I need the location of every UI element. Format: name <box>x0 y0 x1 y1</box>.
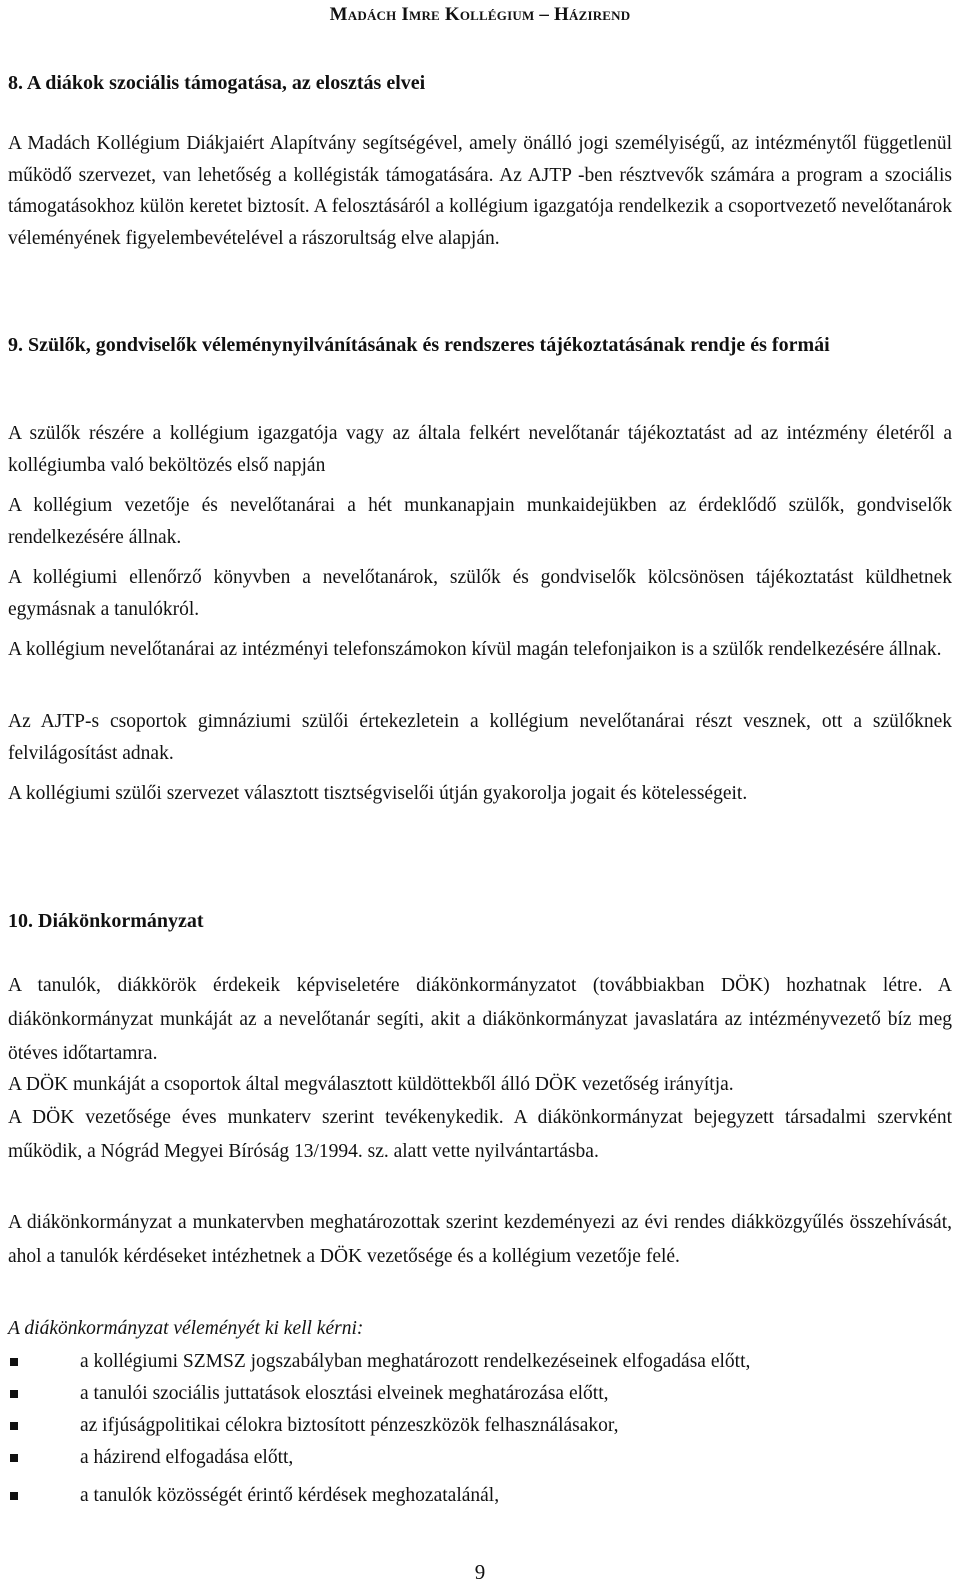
section-10-heading: 10. Diákönkormányzat <box>8 910 204 932</box>
list-item-text: a tanulók közösségét érintő kérdések meghozatalánál, <box>80 1485 500 1506</box>
bullet-square-icon <box>10 1390 18 1398</box>
page-number: 9 <box>474 1560 486 1584</box>
bullet-square-icon <box>10 1454 18 1462</box>
section-10-paragraph-3: A DÖK vezetősége éves munkaterv szerint tevékenykedik. A diákönkormányzat bejegyzett társadalmi szervként működik, a Nógrád Megyei Bíróság 13/1994. sz. alatt vette nyilvántartásba. <box>8 1107 952 1162</box>
list-item <box>8 1379 952 1409</box>
list-item <box>8 1347 952 1377</box>
page-header: Madách Imre Kollégium – Házirend <box>329 4 631 25</box>
bullet-square-icon <box>10 1358 18 1366</box>
list-item-text: a kollégiumi SZMSZ jogszabályban meghatározott rendelkezéseinek elfogadása előtt, <box>80 1351 751 1372</box>
list-item <box>8 1443 952 1473</box>
section-9-paragraph-5: Az AJTP-s csoportok gimnáziumi szülői értekezletein a kollégium nevelőtanárai részt vesznek, ott a szülőknek felvilágosítást adnak. <box>8 711 952 764</box>
list-item-text: a tanulói szociális juttatások elosztási elveinek meghatározása előtt, <box>80 1383 609 1404</box>
section-10-paragraph-1: A tanulók, diákkörök érdekeik képviseletére diákönkormányzatot (továbbiakban DÖK) hozhatnak létre. A diákönkormányzat munkáját az a nevelőtanár segíti, akit a diákönkormányzat javaslatára az intézményvezető bíz meg ötéves időtartamra. <box>8 975 952 1064</box>
section-8-paragraph: A Madách Kollégium Diákjaiért Alapítvány segítségével, amely önálló jogi személyiségű, az intézménytől függetlenül működő szervezet, van lehetőség a kollégisták támogatására. Az AJTP -ben résztvevők számára a program a szociális támogatásokhoz külön keretet biztosít. A felosztásáról a kollégium igazgatója rendelkezik a csoportvezető nevelőtanárok véleményének figyelembevételével a rászorultság elve alapján. <box>8 133 952 249</box>
section-9-paragraph-6: A kollégiumi szülői szervezet választott tisztségviselői útján gyakorolja jogait és kötelességeit. <box>8 783 748 804</box>
section-9-heading: 9. Szülők, gondviselők véleménynyilvánításának és rendszeres tájékoztatásának rendje és formái <box>8 334 830 356</box>
list-item-text: az ifjúságpolitikai célokra biztosított pénzeszközök felhasználásakor, <box>80 1415 619 1436</box>
section-9-paragraph-1: A szülők részére a kollégium igazgatója vagy az általa felkért nevelőtanár tájékoztatást ad az intézmény életéről a kollégiumba való beköltözés első napján <box>8 423 952 476</box>
section-9-paragraph-3: A kollégiumi ellenőrző könyvben a nevelőtanárok, szülők és gondviselők kölcsönösen tájékoztatást küldhetnek egymásnak a tanulókról. <box>8 567 952 620</box>
section-10-paragraph-2: A DÖK munkáját a csoportok által megválasztott küldöttekből álló DÖK vezetőség irányítja. <box>8 1074 734 1095</box>
section-8-heading: 8. A diákok szociális támogatása, az elosztás elvei <box>8 72 426 94</box>
list-item <box>8 1481 952 1511</box>
section-10-paragraph-4: A diákönkormányzat a munkatervben meghatározottak szerint kezdeményezi az évi rendes diákközgyűlés összehívását, ahol a tanulók kérdéseket intézhetnek a DÖK vezetősége és a kollégium vezetője felé. <box>8 1212 952 1267</box>
bullet-square-icon <box>10 1492 18 1500</box>
section-10-list-intro: A diákönkormányzat véleményét ki kell kérni: <box>8 1318 364 1339</box>
opinion-list <box>8 1347 952 1511</box>
bullet-square-icon <box>10 1422 18 1430</box>
section-9-paragraph-2: A kollégium vezetője és nevelőtanárai a hét munkanapjain munkaidejükben az érdeklődő szülők, gondviselők rendelkezésére állnak. <box>8 495 952 548</box>
list-item-text: a házirend elfogadása előtt, <box>80 1447 294 1468</box>
section-9-paragraph-4: A kollégium nevelőtanárai az intézményi telefonszámokon kívül magán telefonjaikon is a szülők rendelkezésére állnak. <box>8 639 942 660</box>
list-item <box>8 1411 952 1441</box>
